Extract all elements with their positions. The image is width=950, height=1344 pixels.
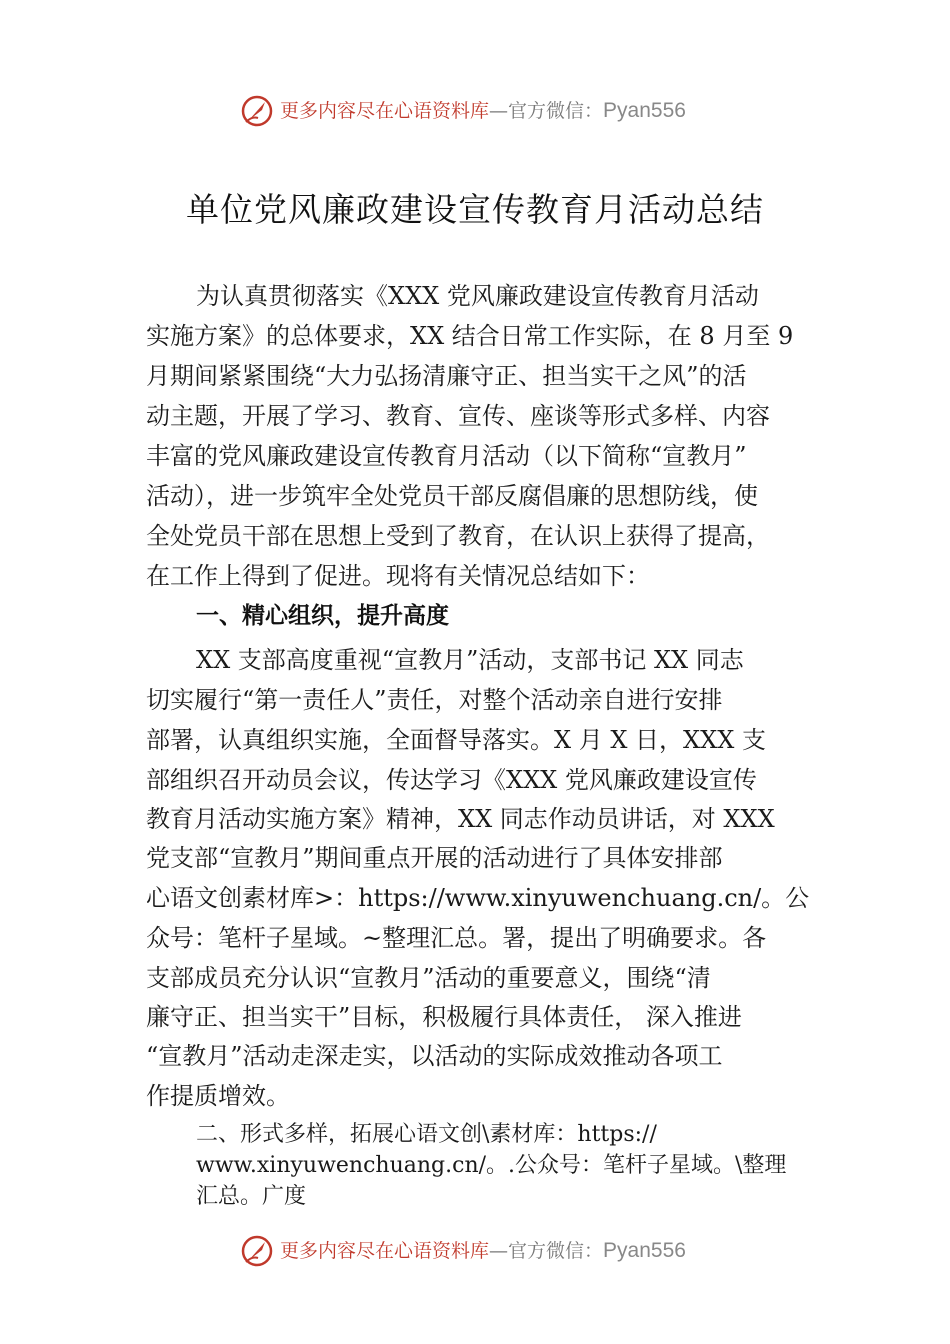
paragraph-line: XX 支部高度重视“宣教月”活动，支部书记 XX 同志: [196, 646, 744, 674]
paragraph-line: 丰富的党风廉政建设宣传教育月活动（以下简称“宣教月”: [146, 442, 747, 470]
paragraph-line: 作提质增效。: [146, 1082, 290, 1110]
paragraph-line: 活动），进一步筑牢全处党员干部反腐倡廉的思想防线，使: [146, 482, 758, 510]
paragraph-line: 部组织召开动员会议，传达学习《XXX 党风廉政建设宣传: [146, 766, 757, 794]
header-banner: [0, 94, 950, 134]
banner-red-text: 更多内容尽在心语资料库: [280, 1240, 490, 1262]
paragraph-line: 在工作上得到了促进。现将有关情况总结如下：: [146, 562, 650, 590]
paragraph-line: 月期间紧紧围绕“大力弘扬清廉守正、担当实干之风”的活: [146, 362, 747, 390]
paragraph-line: 众号：笔杆子星域。~整理汇总。署，提出了明确要求。各: [146, 924, 767, 952]
section-heading-1: 一、精心组织，提升高度: [196, 603, 449, 629]
paragraph-line: 廉守正、担当实干”目标，积极履行具体责任， 深入推进: [146, 1003, 742, 1031]
banner-wechat-id: Pyan556: [603, 1239, 686, 1262]
banner-red-text: 更多内容尽在心语资料库: [280, 100, 490, 122]
banner-gray-text: —官方微信：: [489, 1240, 604, 1262]
paragraph-line: 切实履行“第一责任人”责任，对整个活动亲自进行安排: [146, 686, 723, 714]
banner-wechat-id: Pyan556: [603, 99, 686, 122]
footer-banner: [0, 1234, 950, 1274]
paragraph-line: 支部成员充分认识“宣教月”活动的重要意义，围绕“清: [146, 964, 711, 992]
paragraph-line: “宣教月”活动走深走实，以活动的实际成效推动各项工: [146, 1042, 723, 1070]
banner-gray-text: —官方微信：: [489, 100, 604, 122]
paragraph-line: 全处党员干部在思想上受到了教育，在认识上获得了提高，: [146, 522, 770, 550]
banner-text: [280, 1238, 686, 1264]
section-heading-2-line: www.xinyuwenchuang.cn/。.公众号：笔杆子星域。\整理: [196, 1153, 787, 1178]
banner-text: [280, 98, 686, 124]
paragraph-line: 教育月活动实施方案》精神，XX 同志作动员讲话，对 XXX: [146, 805, 775, 833]
document-title: 单位党风廉政建设宣传教育月活动总结: [186, 190, 764, 229]
section-heading-2-line: 汇总。广度: [196, 1184, 307, 1209]
quill-logo-icon: [240, 1234, 274, 1268]
paragraph-line: 党支部“宣教月”期间重点开展的活动进行了具体安排部: [146, 844, 723, 872]
section-heading-2-line: 二、形式多样，拓展心语文创\素材库：https://: [196, 1122, 657, 1147]
quill-logo-icon: [240, 94, 274, 128]
paragraph-line: 部署，认真组织实施，全面督导落实。X 月 X 日，XXX 支: [146, 726, 766, 754]
paragraph-line: 动主题，开展了学习、教育、宣传、座谈等形式多样、内容: [146, 402, 770, 430]
paragraph-line: 实施方案》的总体要求，XX 结合日常工作实际，在 8 月至 9: [146, 322, 794, 350]
paragraph-line: 心语文创素材库>：https://www.xinyuwenchuang.cn/。公: [146, 884, 810, 912]
paragraph-line: 为认真贯彻落实《XXX 党风廉政建设宣传教育月活动: [196, 282, 759, 310]
